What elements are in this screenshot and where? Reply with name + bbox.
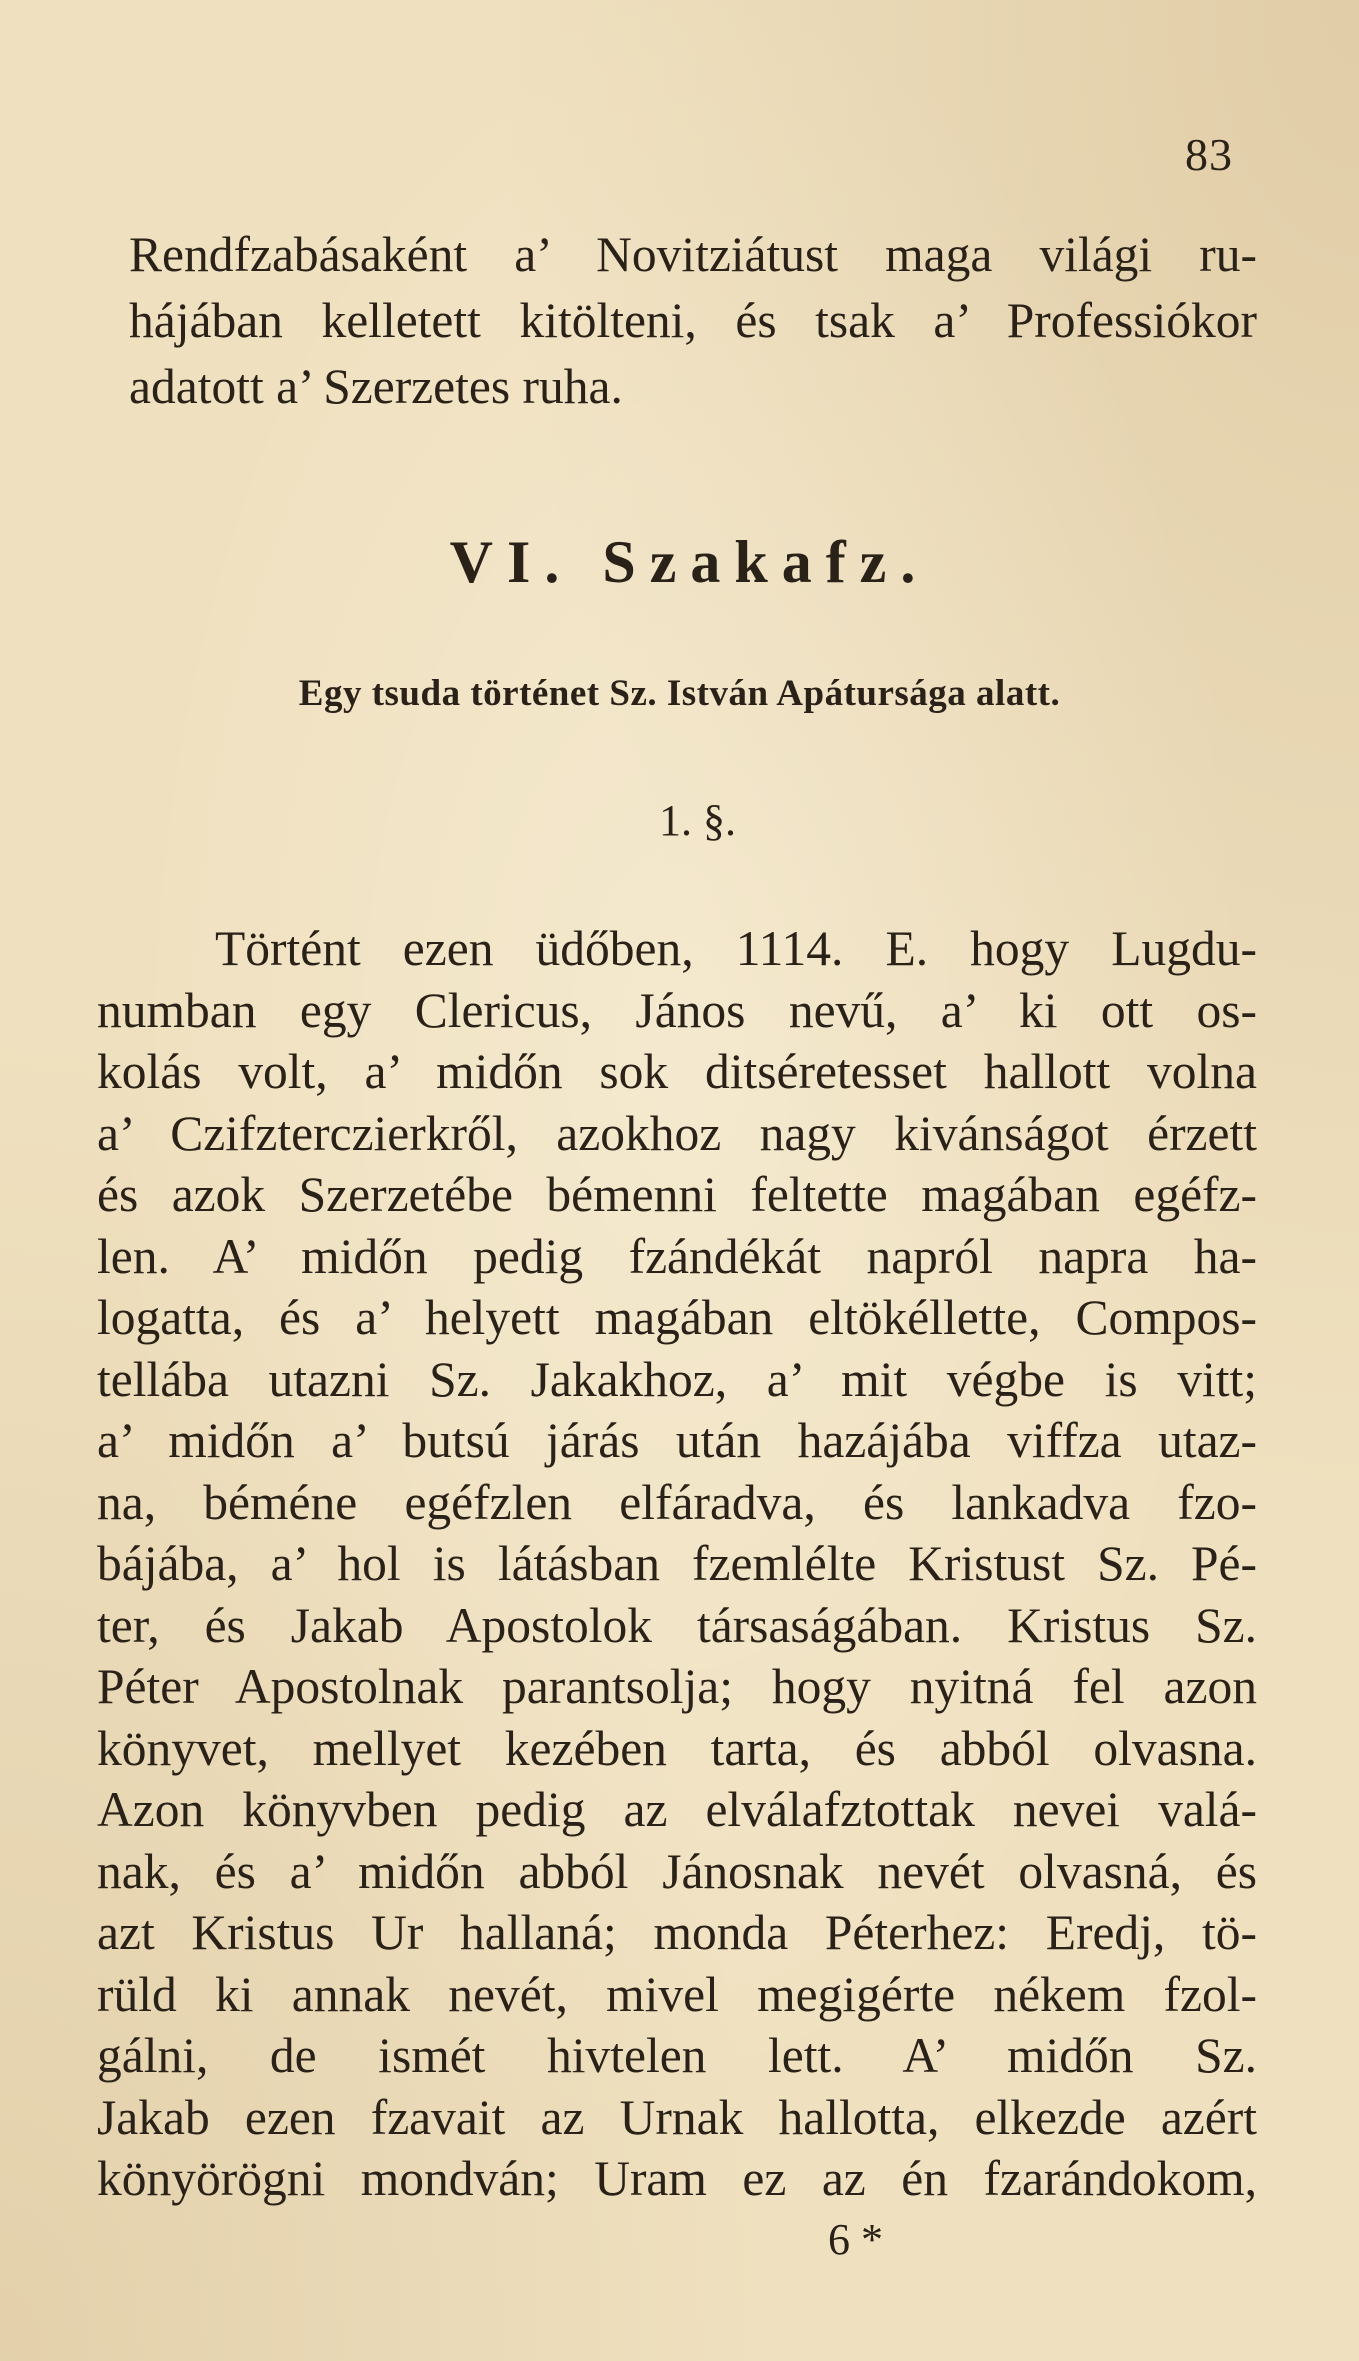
section-mark: 1. §. [659,796,736,845]
text-line: rüld ki annak nevét, mivel megigérte nékem fzol- [97,1966,1257,2022]
signature-mark: 6 * [828,2215,883,2264]
text-line: Azon könyvben pedig az elválafztottak nevei valá- [97,1782,1257,1837]
text-line: adatott a’ Szerzetes ruha. [129,359,623,414]
text-line: ter, és Jakab Apostolok társaságában. Kristus Sz. [97,1597,1257,1653]
text-line: logatta, és a’ helyett magában eltökéllette, Compos- [97,1290,1257,1345]
text-line: na, béméne egéfzlen elfáradva, és lankadva fzo- [97,1474,1257,1530]
text-line: a’ midőn a’ butsú járás után hazájába viffza utaz- [97,1413,1257,1468]
chapter-title: VI. Szakafz. [449,529,930,595]
text-line: nak, és a’ midőn abból Jánosnak nevét olvasná, és [97,1843,1257,1899]
body-paragraph [97,918,1257,2210]
intro-paragraph [129,222,1257,420]
text-line: könyvet, mellyet kezében tarta, és abból olvasna. [97,1720,1257,1776]
page-number: 83 [1185,129,1233,180]
text-line: numban egy Clericus, János nevű, a’ ki ott os- [97,982,1257,1038]
chapter-subtitle: Egy tsuda történet Sz. István Apátursága alatt. [298,673,1061,714]
text-line: hájában kelletett kitölteni, és tsak a’ Professiókor [129,293,1257,348]
text-line: Rendfzabásaként a’ Novitziátust maga világi ru- [129,227,1257,282]
text-line: a’ Czifzterczierkről, azokhoz nagy kivánságot érzett [97,1105,1257,1161]
text-line: azt Kristus Ur hallaná; monda Péterhez: Eredj, tö- [97,1905,1257,1960]
text-line: Péter Apostolnak parantsolja; hogy nyitná fel azon [97,1659,1257,1714]
text-line: len. A’ midőn pedig fzándékát napról napra ha- [97,1228,1257,1284]
text-line: kolás volt, a’ midőn sok ditséretesset hallott volna [97,1044,1257,1099]
text-line: tellába utazni Sz. Jakakhoz, a’ mit végbe is vitt; [97,1351,1257,1407]
text-line: gálni, de ismét hivtelen lett. A’ midőn Sz. [97,2028,1257,2083]
text-line: bájába, a’ hol is látásban fzemlélte Kristust Sz. Pé- [97,1536,1257,1591]
text-line: és azok Szerzetébe bémenni feltette magában egéfz- [97,1167,1257,1222]
text-line: Jakab ezen fzavait az Urnak hallotta, elkezde azért [97,2089,1257,2145]
text-line: Történt ezen üdőben, 1114. E. hogy Lugdu- [215,921,1257,976]
text-line: könyörögni mondván; Uram ez az én fzarándokom, [97,2151,1257,2206]
